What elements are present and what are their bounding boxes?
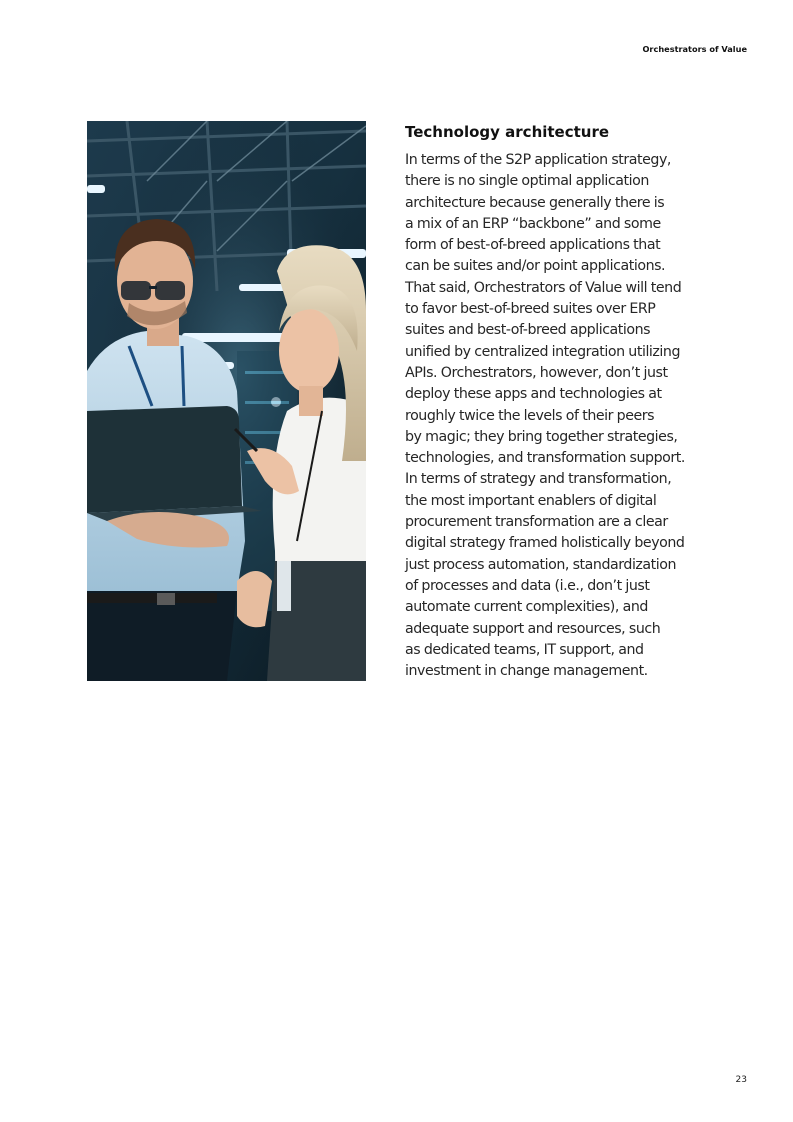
body-line: unified by centralized integration utilizing [405, 343, 681, 360]
body-line: to favor best-of-breed suites over ERP [405, 301, 656, 318]
article-column [405, 121, 715, 682]
body-line: procurement transformation are a clear [405, 514, 668, 531]
body-line: as dedicated teams, IT support, and [405, 641, 644, 658]
body-line: automate current complexities), and [405, 599, 648, 616]
body-line: can be suites and/or point applications. [405, 258, 666, 275]
photo-illustration [87, 121, 366, 681]
body-line: of processes and data (i.e., don’t just [405, 577, 650, 594]
body-line: That said, Orchestrators of Value will tend [405, 279, 682, 296]
body-line: investment in change management. [405, 663, 648, 680]
body-line: form of best-of-breed applications that [405, 237, 661, 254]
body-line: there is no single optimal application [405, 173, 649, 190]
body-line: suites and best-of-breed applications [405, 322, 651, 339]
body-line: adequate support and resources, such [405, 620, 661, 637]
page-number: 23 [735, 1075, 747, 1085]
body-line: APIs. Orchestrators, however, don’t just [405, 364, 668, 381]
body-line: In terms of the S2P application strategy, [405, 152, 671, 168]
body-line: the most important enablers of digital [405, 492, 657, 509]
section-heading: Technology architecture [405, 123, 610, 141]
body-paragraph [405, 150, 715, 682]
body-line: a mix of an ERP “backbone” and some [405, 215, 661, 232]
body-line: architecture because generally there is [405, 194, 665, 211]
body-line: deploy these apps and technologies at [405, 386, 662, 403]
body-line: In terms of strategy and transformation, [405, 471, 672, 488]
body-line: by magic; they bring together strategies, [405, 428, 678, 445]
photo-colleagues-with-laptop [87, 121, 366, 681]
body-line: just process automation, standardization [405, 556, 677, 573]
running-header: Orchestrators of Value [642, 44, 747, 54]
body-line: roughly twice the levels of their peers [405, 407, 655, 424]
body-line: technologies, and transformation support. [405, 450, 685, 467]
body-line: digital strategy framed holistically beyond [405, 535, 685, 552]
